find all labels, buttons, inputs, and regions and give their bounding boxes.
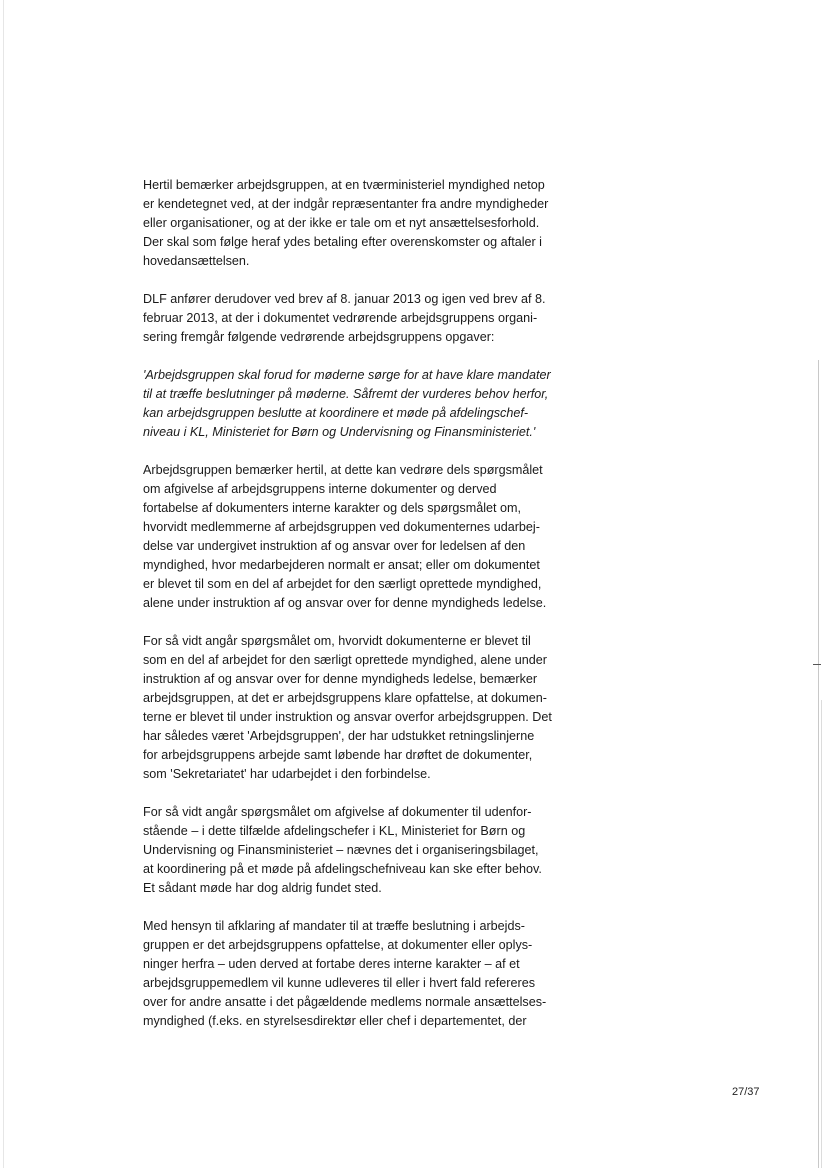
page-number: 27/37 <box>732 1086 760 1098</box>
text-line: myndighed, hvor medarbejderen normalt er ansat; eller om dokumentet <box>143 558 540 572</box>
text-line: kan arbejdsgruppen beslutte at koordinere et møde på afdelingschef- <box>143 406 529 420</box>
text-line: niveau i KL, Ministeriet for Børn og Undervisning og Finansministeriet.' <box>143 425 536 439</box>
paragraph <box>143 803 583 898</box>
text-line: over for andre ansatte i det pågældende medlems normale ansættelses- <box>143 995 547 1009</box>
text-line: om afgivelse af arbejdsgruppens interne dokumenter og derved <box>143 482 497 496</box>
text-line: februar 2013, at der i dokumentet vedrørende arbejdsgruppens organi- <box>143 311 538 325</box>
text-line: Med hensyn til afklaring af mandater til at træffe beslutning i arbejds- <box>143 919 525 933</box>
text-line: delse var undergivet instruktion af og ansvar over for ledelsen af den <box>143 539 526 553</box>
text-line: hvorvidt medlemmerne af arbejdsgruppen ved dokumenternes udarbej- <box>143 520 540 534</box>
text-line: For så vidt angår spørgsmålet om afgivelse af dokumenter til udenfor- <box>143 805 532 819</box>
text-line: arbejdsgruppen, at det er arbejdsgruppens klare opfattelse, at dokumen- <box>143 691 547 705</box>
body-text <box>143 176 583 1050</box>
text-line: er blevet til som en del af arbejdet for den særligt oprettede myndighed, <box>143 577 542 591</box>
paragraph <box>143 917 583 1031</box>
text-line: myndighed (f.eks. en styrelsesdirektør eller chef i departementet, der <box>143 1014 527 1028</box>
scan-edge-mark <box>813 664 821 665</box>
text-line: alene under instruktion af og ansvar over for denne myndigheds ledelse. <box>143 596 547 610</box>
text-line: Arbejdsgruppen bemærker hertil, at dette kan vedrøre dels spørgsmålet <box>143 463 543 477</box>
scan-edge-line <box>821 700 822 1168</box>
text-line: 'Arbejdsgruppen skal forud for møderne sørge for at have klare mandater <box>143 368 551 382</box>
text-line: Hertil bemærker arbejdsgruppen, at en tværministeriel myndighed netop <box>143 178 545 192</box>
text-line: for arbejdsgruppens arbejde samt løbende har drøftet de dokumenter, <box>143 748 533 762</box>
text-line: ninger herfra – uden derved at fortabe deres interne karakter – af et <box>143 957 520 971</box>
text-line: stående – i dette tilfælde afdelingschefer i KL, Ministeriet for Børn og <box>143 824 526 838</box>
text-line: For så vidt angår spørgsmålet om, hvorvidt dokumenterne er blevet til <box>143 634 531 648</box>
text-line: hovedansættelsen. <box>143 254 250 268</box>
text-line: Der skal som følge heraf ydes betaling efter overenskomster og aftaler i <box>143 235 542 249</box>
text-line: som 'Sekretariatet' har udarbejdet i den forbindelse. <box>143 767 431 781</box>
text-line: Et sådant møde har dog aldrig fundet sted. <box>143 881 382 895</box>
text-line: som en del af arbejdet for den særligt oprettede myndighed, alene under <box>143 653 547 667</box>
text-line: Undervisning og Finansministeriet – nævnes det i organiseringsbilaget, <box>143 843 539 857</box>
text-line: DLF anfører derudover ved brev af 8. januar 2013 og igen ved brev af 8. <box>143 292 546 306</box>
text-line: terne er blevet til under instruktion og ansvar overfor arbejdsgruppen. Det <box>143 710 552 724</box>
text-line: til at træffe beslutninger på møderne. Såfremt der vurderes behov herfor, <box>143 387 549 401</box>
text-line: instruktion af og ansvar over for denne myndigheds ledelse, bemærker <box>143 672 538 686</box>
quote-paragraph <box>143 366 583 442</box>
text-line: sering fremgår følgende vedrørende arbejdsgruppens opgaver: <box>143 330 495 344</box>
text-line: arbejdsgruppemedlem vil kunne udleveres til eller i hvert fald refereres <box>143 976 535 990</box>
text-line: har således været 'Arbejdsgruppen', der har udstukket retningslinjerne <box>143 729 535 743</box>
scan-edge-line <box>3 0 4 1168</box>
text-line: eller organisationer, og at der ikke er tale om et nyt ansættelsesforhold. <box>143 216 540 230</box>
paragraph <box>143 632 583 784</box>
text-line: at koordinering på et møde på afdelingschefniveau kan ske efter behov. <box>143 862 542 876</box>
paragraph <box>143 290 583 347</box>
scan-edge-line <box>818 360 819 1168</box>
text-line: fortabelse af dokumenters interne karakter og dels spørgsmålet om, <box>143 501 521 515</box>
paragraph <box>143 461 583 613</box>
text-line: gruppen er det arbejdsgruppens opfattelse, at dokumenter eller oplys- <box>143 938 533 952</box>
text-line: er kendetegnet ved, at der indgår repræsentanter fra andre myndigheder <box>143 197 549 211</box>
paragraph <box>143 176 583 271</box>
